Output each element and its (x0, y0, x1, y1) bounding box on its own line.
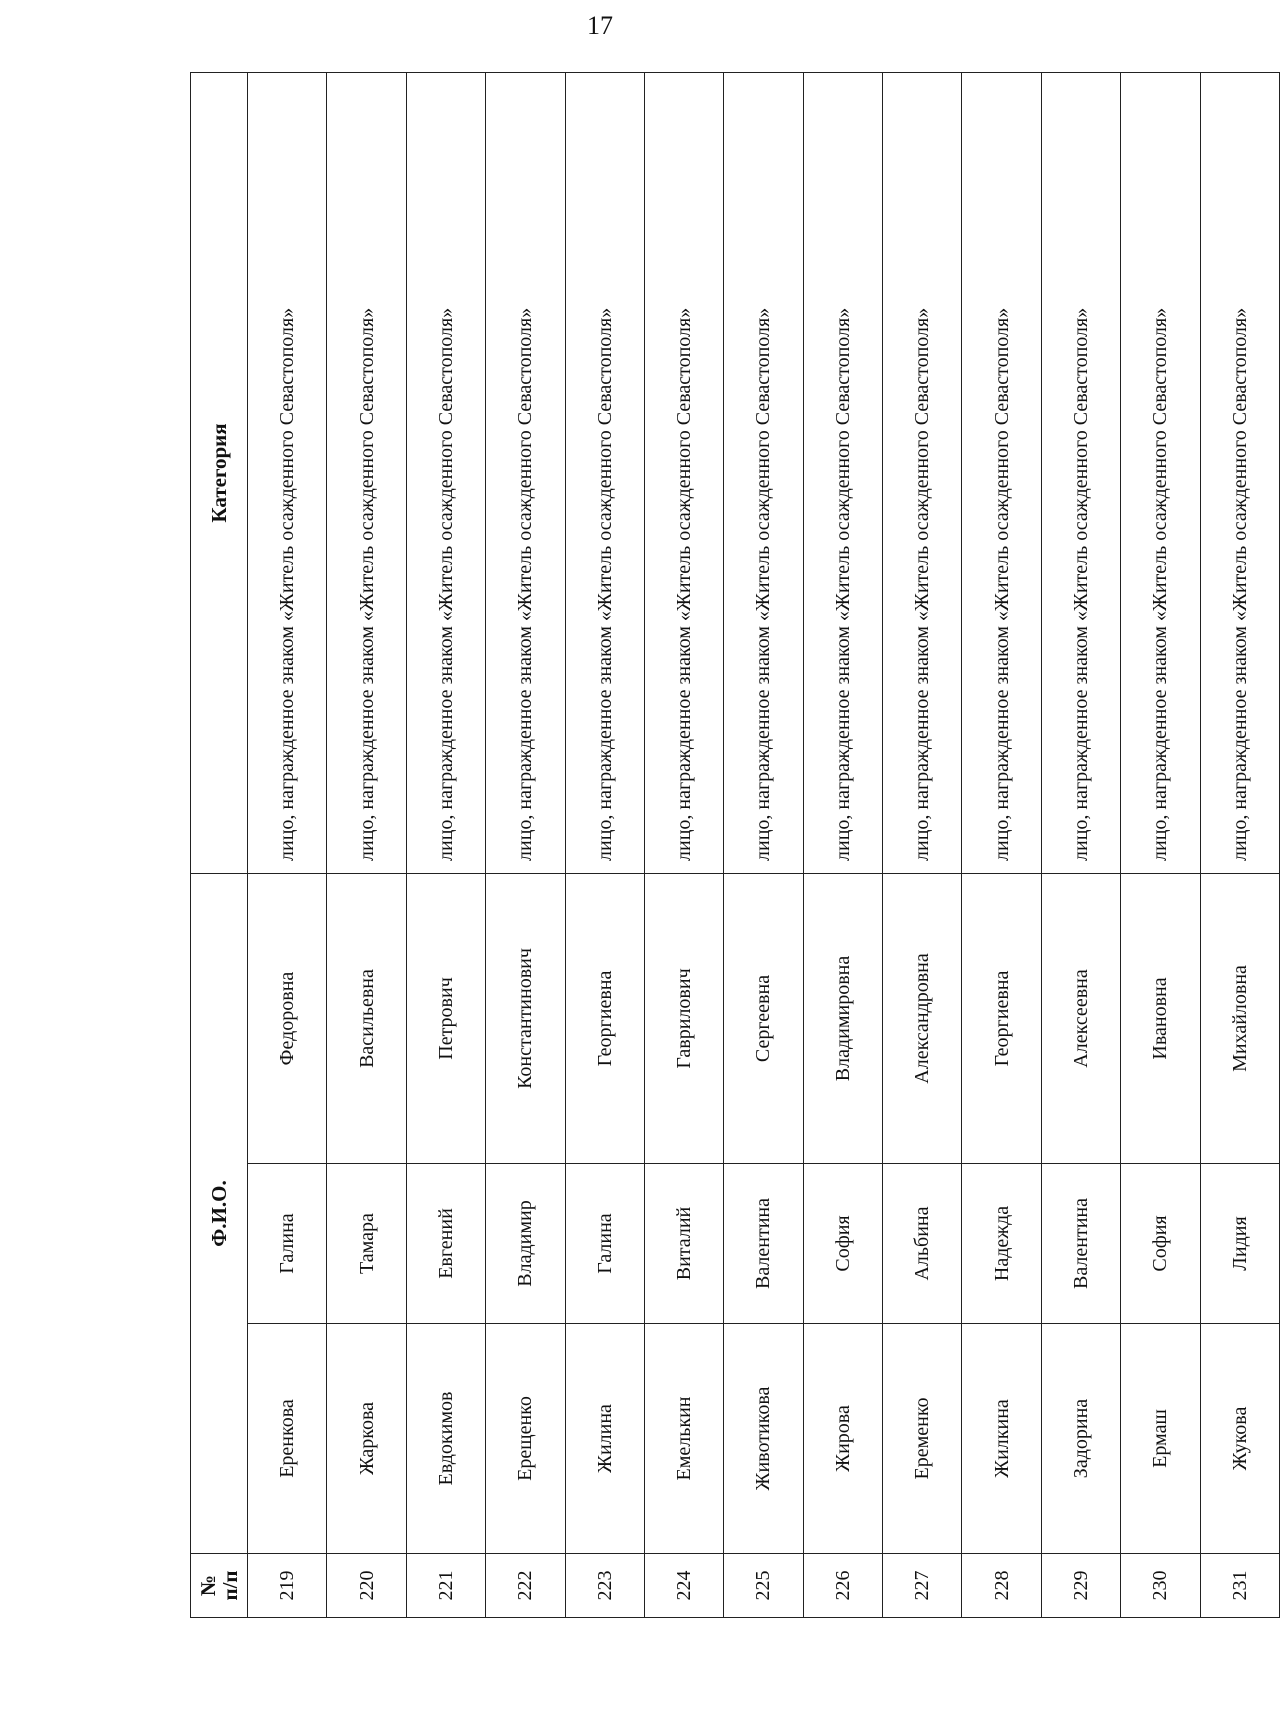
cell-middle-name: Федоровна (248, 873, 327, 1163)
cell-category: лицо, награжденное знаком «Житель осажденного Севастополя» (406, 72, 485, 873)
cell-last-name: Ерещенко (486, 1324, 565, 1554)
table-row (962, 72, 1041, 1617)
header-number (191, 1554, 248, 1618)
header-number-line2: п/п (218, 1570, 242, 1601)
cell-middle-name: Александровна (883, 873, 962, 1163)
table-row (1041, 72, 1120, 1617)
cell-middle-name: Алексеевна (1041, 873, 1120, 1163)
cell-last-name: Емелькин (644, 1324, 723, 1554)
cell-last-name: Жилина (565, 1324, 644, 1554)
cell-category: лицо, награжденное знаком «Житель осажденного Севастополя» (565, 72, 644, 873)
cell-middle-name: Сергеевна (724, 873, 803, 1163)
table-row (883, 72, 962, 1617)
cell-first-name: Галина (248, 1164, 327, 1324)
cell-number: 222 (486, 1554, 565, 1618)
rotated-table (190, 73, 1280, 1618)
table-row (724, 72, 803, 1617)
cell-number: 223 (565, 1554, 644, 1618)
cell-middle-name: Гаврилович (644, 873, 723, 1163)
cell-number: 230 (1121, 1554, 1200, 1618)
table-row (406, 72, 485, 1617)
cell-first-name: Виталий (644, 1164, 723, 1324)
table-row (248, 72, 327, 1617)
cell-last-name: Жаркова (327, 1324, 406, 1554)
table-header-row (191, 72, 248, 1617)
cell-middle-name: Георгиевна (962, 873, 1041, 1163)
table-row (486, 72, 565, 1617)
cell-number: 219 (248, 1554, 327, 1618)
cell-middle-name: Михайловна (1200, 873, 1280, 1163)
registry-table (190, 72, 1280, 1618)
table-row (644, 72, 723, 1617)
cell-last-name: Еременко (883, 1324, 962, 1554)
cell-first-name: Евгений (406, 1164, 485, 1324)
cell-middle-name: Георгиевна (565, 873, 644, 1163)
table-row (1121, 72, 1200, 1617)
cell-first-name: Валентина (1041, 1164, 1120, 1324)
cell-last-name: Жилкина (962, 1324, 1041, 1554)
cell-number: 229 (1041, 1554, 1120, 1618)
cell-category: лицо, награжденное знаком «Житель осажденного Севастополя» (1041, 72, 1120, 873)
cell-category: лицо, награжденное знаком «Житель осажденного Севастополя» (803, 72, 882, 873)
cell-number: 220 (327, 1554, 406, 1618)
table-body (248, 72, 1280, 1617)
cell-category: лицо, награжденное знаком «Житель осажденного Севастополя» (644, 72, 723, 873)
cell-number: 224 (644, 1554, 723, 1618)
header-fio: Ф.И.О. (191, 873, 248, 1553)
cell-number: 228 (962, 1554, 1041, 1618)
cell-number: 225 (724, 1554, 803, 1618)
cell-first-name: Тамара (327, 1164, 406, 1324)
cell-middle-name: Константинович (486, 873, 565, 1163)
cell-last-name: Евдокимов (406, 1324, 485, 1554)
cell-first-name: Лидия (1200, 1164, 1280, 1324)
cell-category: лицо, награжденное знаком «Житель осажденного Севастополя» (883, 72, 962, 873)
header-number-line1: № (196, 1574, 220, 1597)
table-row (1200, 72, 1280, 1617)
cell-middle-name: Ивановна (1121, 873, 1200, 1163)
page-number: 17 (587, 11, 613, 40)
cell-last-name: Жукова (1200, 1324, 1280, 1554)
cell-last-name: Задорина (1041, 1324, 1120, 1554)
cell-category: лицо, награжденное знаком «Житель осажденного Севастополя» (1121, 72, 1200, 873)
cell-middle-name: Петрович (406, 873, 485, 1163)
rotated-table-frame (190, 73, 1280, 1618)
table-row (803, 72, 882, 1617)
cell-last-name: Ермаш (1121, 1324, 1200, 1554)
cell-last-name: Еренкова (248, 1324, 327, 1554)
cell-first-name: Владимир (486, 1164, 565, 1324)
table-row (565, 72, 644, 1617)
cell-category: лицо, награжденное знаком «Житель осажденного Севастополя» (724, 72, 803, 873)
cell-first-name: Галина (565, 1164, 644, 1324)
table-row (327, 72, 406, 1617)
cell-category: лицо, награжденное знаком «Житель осажденного Севастополя» (248, 72, 327, 873)
cell-first-name: София (1121, 1164, 1200, 1324)
cell-last-name: Животикова (724, 1324, 803, 1554)
header-category: Категория (191, 72, 248, 873)
cell-category: лицо, награжденное знаком «Житель осажденного Севастополя» (486, 72, 565, 873)
cell-number: 226 (803, 1554, 882, 1618)
cell-category: лицо, награжденное знаком «Житель осажденного Севастополя» (962, 72, 1041, 873)
cell-first-name: Валентина (724, 1164, 803, 1324)
cell-first-name: Альбина (883, 1164, 962, 1324)
cell-first-name: Надежда (962, 1164, 1041, 1324)
cell-category: лицо, награжденное знаком «Житель осажденного Севастополя» (327, 72, 406, 873)
cell-middle-name: Васильевна (327, 873, 406, 1163)
cell-first-name: София (803, 1164, 882, 1324)
cell-number: 231 (1200, 1554, 1280, 1618)
cell-middle-name: Владимировна (803, 873, 882, 1163)
cell-last-name: Жирова (803, 1324, 882, 1554)
cell-number: 221 (406, 1554, 485, 1618)
cell-category: лицо, награжденное знаком «Житель осажденного Севастополя» (1200, 72, 1280, 873)
cell-number: 227 (883, 1554, 962, 1618)
